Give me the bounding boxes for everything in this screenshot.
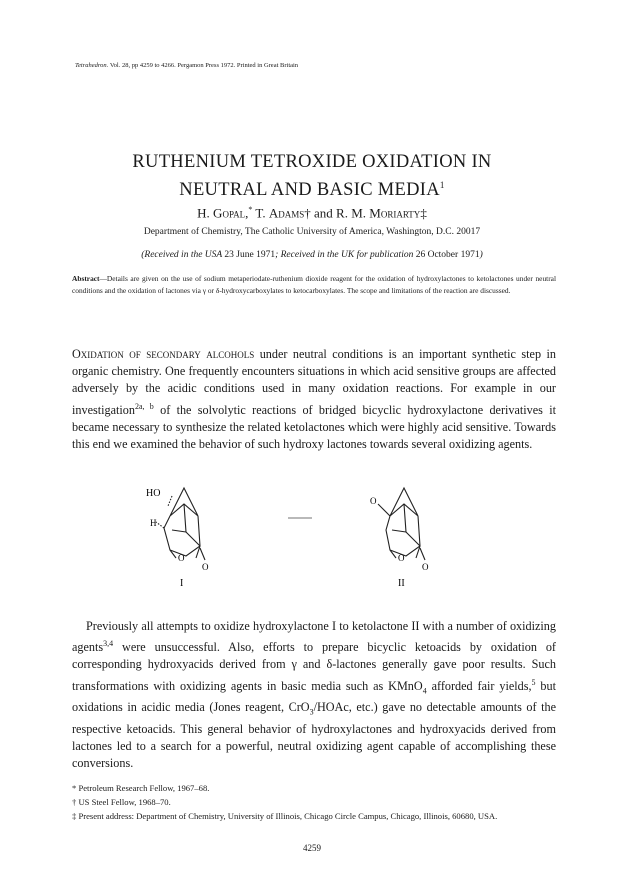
received-usa-label: Received in the USA xyxy=(144,250,225,260)
body-paragraph-2 xyxy=(72,618,556,773)
author-sep-2: and R. M. xyxy=(310,205,370,221)
received-uk-date: 26 October 1971 xyxy=(415,250,480,260)
intro-paragraph xyxy=(72,346,556,453)
label-ho: HO xyxy=(146,488,161,499)
footnote-1: * Petroleum Research Fellow, 1967–68. xyxy=(72,783,210,793)
carbonyl-oxygen-right: O xyxy=(422,562,429,572)
author-moriarty-mark: ‡ xyxy=(420,205,427,221)
affiliation: Department of Chemistry, The Catholic University of America, Washington, D.C. 20017 xyxy=(143,227,481,237)
author-moriarty: Moriarty xyxy=(369,205,421,221)
p2-text-4: but oxidations in acidic media (Jones reagent, CrO xyxy=(72,678,556,715)
title-text: NEUTRAL AND BASIC MEDIA xyxy=(179,180,440,201)
structure-ketolactone xyxy=(378,488,425,560)
label-h: H xyxy=(150,518,157,528)
intro-text-a: synthetic step in organic chemistry. One frequently encounters situations in which acid sensitive groups are affected adversely by the acidic conditions used in many oxidation reactions. For example in our investigation xyxy=(72,347,557,417)
intro-text-b: of the solvolytic reactions of bridged bicyclic hydroxylactone derivatives it became necessary to synthesize the related ketolactones which were highly acid sensitive. Towards this end we examined the behavior of such hydroxy lactones towards several oxidizing agents. xyxy=(72,402,557,452)
footnote-2: † US Steel Fellow, 1968–70. xyxy=(72,797,171,807)
author-adams: Adams xyxy=(268,205,305,221)
abstract-text: —Details are given on the use of sodium metaperiodate-ruthenium dioxide reagent for the oxidation of hydroxylactones to ketolactones under neutral conditions and the oxidation of lactones via γ or δ-hydroxycarboxylates to ketocarboxylates. The scope and limitations of the reaction are discussed. xyxy=(72,274,556,295)
journal-name: Tetrahedron. xyxy=(75,62,109,69)
page-number: 4259 xyxy=(303,843,321,853)
received-dates xyxy=(0,250,624,260)
ketone-oxygen: O xyxy=(370,496,377,506)
footnote-3: ‡ Present address: Department of Chemistry, University of Illinois, Chicago Circle Campus, Chicago, Illinois, 60680, USA. xyxy=(72,811,498,821)
p2-sub-1: 4 xyxy=(422,686,427,696)
journal-citation: Vol. 28, pp 4259 to 4266. Pergamon Press 1972. Printed in Great Britain xyxy=(109,62,299,69)
ring-oxygen-right: O xyxy=(398,553,405,563)
received-usa-date: 23 June 1971 xyxy=(224,250,276,260)
intro-lead: Oxidation of secondary alcohols xyxy=(72,347,255,361)
paper-title-line-2 xyxy=(0,173,624,202)
intro-ref: 2a, b xyxy=(134,401,154,411)
abstract-heading: Abstract xyxy=(72,274,100,283)
ring-oxygen-left: O xyxy=(178,553,185,563)
reaction-scheme xyxy=(72,478,556,590)
p2-text-1: Previously all attempts to oxidize hydroxylactone I to ketolactone II with a number of oxidizing agents xyxy=(72,619,556,655)
author-gopal-mark: * xyxy=(248,205,253,214)
p2-text-3: afforded fair yields, xyxy=(426,678,532,693)
carbonyl-oxygen-left: O xyxy=(202,562,209,572)
p2-sub-2: 3 xyxy=(309,707,314,717)
received-close: ) xyxy=(479,250,483,260)
intro-line1-rest: under neutral conditions is an important xyxy=(254,347,467,361)
p2-text-2: were unsuccessful. Also, efforts to prepare bicyclic ketoacids by oxidation of corresponding hydroxyacids derived from γ and δ-lactones generally gave poor results. Such transformations with oxidizing agents in basic media such as KMnO xyxy=(72,640,556,693)
author-sep-1: T. xyxy=(252,205,269,221)
author-line xyxy=(0,205,624,221)
author-gopal: H. Gopal, xyxy=(197,205,249,221)
compound-label-ii: II xyxy=(398,578,405,589)
author-adams-mark: † xyxy=(304,205,311,221)
structure-hydroxylactone xyxy=(156,488,205,560)
received-open: ( xyxy=(141,250,145,260)
received-uk-label: ; Received in the UK for publication xyxy=(275,250,416,260)
p2-ref-1: 3,4 xyxy=(103,639,114,649)
paper-title-line-1: RUTHENIUM TETROXIDE OXIDATION IN xyxy=(132,152,492,172)
journal-header xyxy=(75,62,298,69)
compound-label-i: I xyxy=(180,578,184,589)
p2-ref-2: 5 xyxy=(531,677,536,687)
title-footnote-mark: 1 xyxy=(439,180,445,190)
p2-text-5: /HOAc, etc.) gave no detectable amounts of the respective ketoacids. This general behavior of hydroxylactones and hydroxyacids derived from lactones led to a search for a powerful, neutral oxidizing agent capable of accomplishing these conversions. xyxy=(72,700,557,771)
abstract xyxy=(72,273,556,296)
